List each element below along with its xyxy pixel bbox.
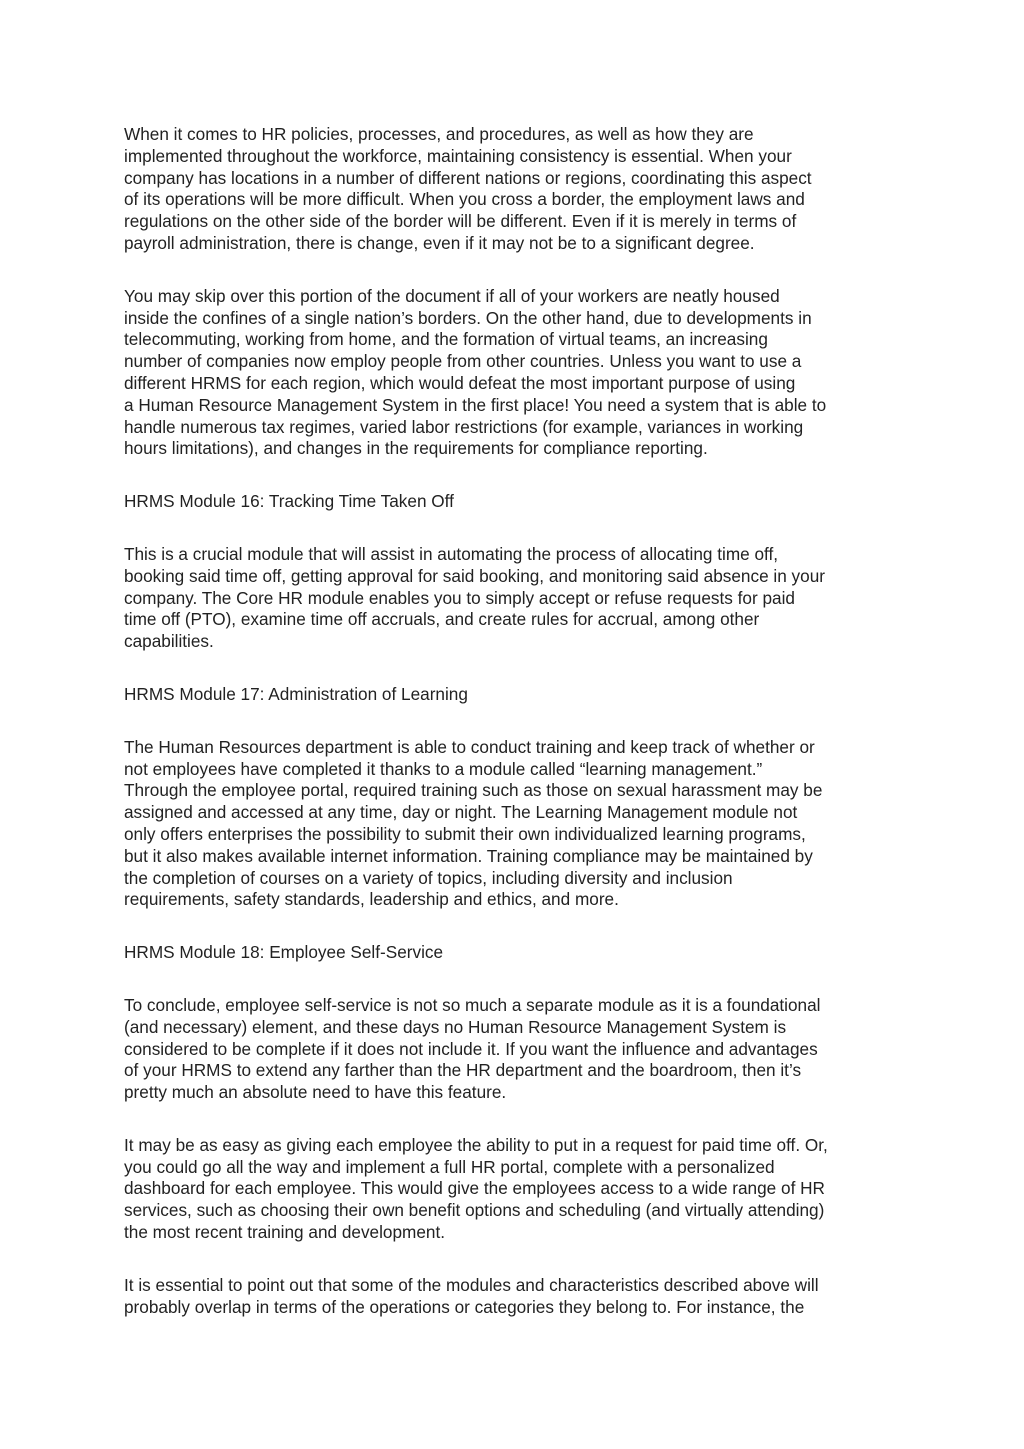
text-line: only offers enterprises the possibility to submit their own individualized learning programs,: [124, 823, 806, 844]
body-paragraph: [124, 286, 914, 460]
text-line: When it comes to HR policies, processes, and procedures, as well as how they are: [124, 124, 754, 144]
text-line: implemented throughout the workforce, maintaining consistency is essential. When your: [124, 145, 792, 166]
text-line: HRMS Module 17: Administration of Learning: [124, 683, 468, 704]
text-line: of its operations will be more difficult. When you cross a border, the employment laws and: [124, 189, 805, 210]
body-paragraph: [124, 124, 914, 255]
text-line: the completion of courses on a variety of topics, including diversity and inclusion: [124, 867, 733, 888]
text-line: of your HRMS to extend any farther than the HR department and the boardroom, then it’s: [124, 1060, 802, 1081]
text-line: payroll administration, there is change, even if it may not be to a significant degree.: [124, 232, 755, 253]
text-line: telecommuting, working from home, and the formation of virtual teams, an increasing: [124, 329, 768, 350]
text-line: handle numerous tax regimes, varied labor restrictions (for example, variances in working: [124, 416, 804, 437]
text-line: This is a crucial module that will assist in automating the process of allocating time off,: [124, 543, 779, 564]
body-paragraph: [124, 1135, 914, 1244]
text-line: but it also makes available internet information. Training compliance may be maintained by: [124, 845, 813, 866]
text-line: dashboard for each employee. This would give the employees access to a wide range of HR: [124, 1178, 825, 1199]
text-line: It is essential to point out that some of the modules and characteristics described above will: [124, 1274, 819, 1295]
text-line: The Human Resources department is able to conduct training and keep track of whether or: [124, 736, 815, 757]
text-line: booking said time off, getting approval for said booking, and monitoring said absence in your: [124, 565, 825, 586]
text-line: HRMS Module 18: Employee Self-Service: [124, 942, 444, 963]
text-line: requirements, safety standards, leadership and ethics, and more.: [124, 889, 619, 910]
body-paragraph: [124, 995, 914, 1104]
text-line: time off (PTO), examine time off accruals, and create rules for accrual, among other: [124, 609, 760, 630]
text-line: regulations on the other side of the border will be different. Even if it is merely in terms of: [124, 211, 797, 232]
document-page: [124, 124, 914, 1349]
text-line: different HRMS for each region, which would defeat the most important purpose of using: [124, 372, 796, 393]
text-line: inside the confines of a single nation’s borders. On the other hand, due to developments in: [124, 307, 812, 328]
text-line: capabilities.: [124, 631, 214, 652]
section-heading: [124, 942, 914, 964]
text-line: you could go all the way and implement a full HR portal, complete with a personalized: [124, 1156, 775, 1177]
text-line: It may be as easy as giving each employee the ability to put in a request for paid time off. Or,: [124, 1134, 828, 1155]
body-paragraph: [124, 737, 914, 911]
text-line: considered to be complete if it does not include it. If you want the influence and advantages: [124, 1038, 818, 1059]
text-line: probably overlap in terms of the operations or categories they belong to. For instance, the: [124, 1296, 805, 1317]
text-line: (and necessary) element, and these days no Human Resource Management System is: [124, 1016, 787, 1037]
section-heading: [124, 684, 914, 706]
text-line: the most recent training and development.: [124, 1222, 446, 1243]
text-line: HRMS Module 16: Tracking Time Taken Off: [124, 491, 454, 512]
text-line: company has locations in a number of different nations or regions, coordinating this aspect: [124, 167, 812, 188]
text-line: number of companies now employ people from other countries. Unless you want to use a: [124, 351, 802, 372]
text-line: Through the employee portal, required training such as those on sexual harassment may be: [124, 780, 823, 801]
text-line: pretty much an absolute need to have this feature.: [124, 1082, 507, 1103]
text-line: hours limitations), and changes in the requirements for compliance reporting.: [124, 438, 708, 459]
section-heading: [124, 491, 914, 513]
document-body: [124, 124, 914, 1318]
text-line: assigned and accessed at any time, day or night. The Learning Management module not: [124, 802, 798, 823]
body-paragraph: [124, 544, 914, 653]
text-line: You may skip over this portion of the document if all of your workers are neatly housed: [124, 285, 780, 306]
text-line: services, such as choosing their own benefit options and scheduling (and virtually attending): [124, 1200, 825, 1221]
text-line: company. The Core HR module enables you to simply accept or refuse requests for paid: [124, 587, 795, 608]
body-paragraph: [124, 1275, 914, 1319]
text-line: not employees have completed it thanks to a module called “learning management.”: [124, 758, 763, 779]
text-line: a Human Resource Management System in the first place! You need a system that is able to: [124, 394, 827, 415]
text-line: To conclude, employee self-service is not so much a separate module as it is a foundational: [124, 994, 821, 1015]
